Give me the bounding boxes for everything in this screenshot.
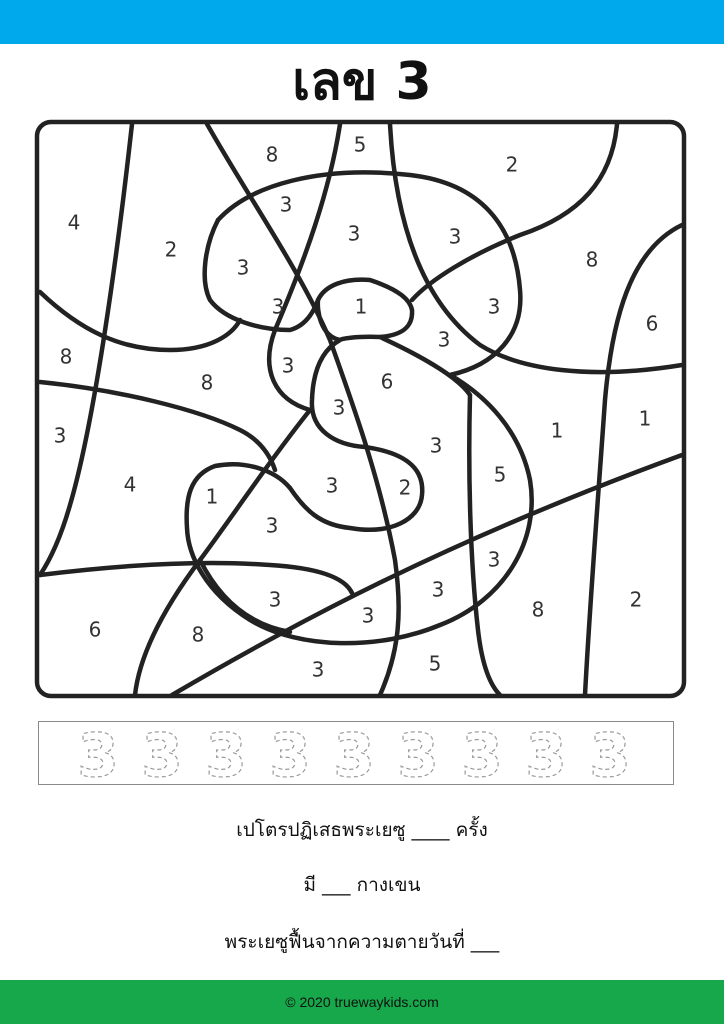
region-number: 6 <box>88 617 102 642</box>
region-number: 3 <box>332 395 346 420</box>
region-number: 2 <box>398 475 412 500</box>
region-number: 1 <box>354 294 368 319</box>
region-number: 3 <box>361 603 375 628</box>
region-number: 1 <box>205 484 219 509</box>
divider-curve <box>390 124 682 372</box>
inner-loop-outline <box>205 220 318 330</box>
region-number: 3 <box>347 221 361 246</box>
region-number: 3 <box>325 473 339 498</box>
region-number: 3 <box>448 224 462 249</box>
region-number: 8 <box>531 597 545 622</box>
region-number: 3 <box>487 294 501 319</box>
tracing-digit: 3 <box>205 722 247 784</box>
question-peter-denials: เปโตรปฏิเสธพระเยซู ____ ครั้ง <box>236 819 488 841</box>
divider-curve <box>269 124 340 410</box>
region-number: 3 <box>271 294 285 319</box>
region-number: 2 <box>164 237 178 262</box>
region-number: 8 <box>200 370 214 395</box>
tracing-digit: 3 <box>333 722 375 784</box>
question-resurrection-day: พระเยซูฟื้นจากความตายวันที่ ___ <box>224 931 500 953</box>
region-number: 3 <box>268 587 282 612</box>
region-number: 3 <box>53 423 67 448</box>
footer-bar <box>0 980 724 1024</box>
region-number-labels <box>54 133 659 682</box>
region-number: 4 <box>123 472 137 497</box>
copyright-text: © 2020 truewaykids.com <box>285 994 439 1010</box>
divider-curve <box>135 410 310 695</box>
region-number: 3 <box>265 513 279 538</box>
region-number: 3 <box>236 255 250 280</box>
tracing-digit: 3 <box>397 722 439 784</box>
tracing-digit: 3 <box>461 722 503 784</box>
region-number: 3 <box>429 433 443 458</box>
region-number: 3 <box>487 547 501 572</box>
tracing-digit: 3 <box>525 722 567 784</box>
region-number: 3 <box>431 577 445 602</box>
region-number: 5 <box>353 132 367 157</box>
tracing-digit: 3 <box>269 722 311 784</box>
region-number: 3 <box>311 657 325 682</box>
tracing-digit: 3 <box>141 722 183 784</box>
region-number: 3 <box>281 353 295 378</box>
puzzle-outlines <box>37 122 684 696</box>
region-number: 5 <box>428 651 442 676</box>
region-number: 4 <box>67 210 81 235</box>
divider-curve <box>40 124 132 575</box>
tracing-digit: 3 <box>77 722 119 784</box>
puzzle-frame <box>37 122 684 696</box>
region-number: 6 <box>380 369 394 394</box>
region-number: 3 <box>279 192 293 217</box>
page-title: เลข 3 <box>292 52 432 112</box>
region-number: 8 <box>59 344 73 369</box>
tracing-digit: 3 <box>589 722 631 784</box>
question-crosses: มี ___ กางเขน <box>303 874 421 896</box>
region-number: 6 <box>645 311 659 336</box>
tracing-digits-row <box>40 722 672 784</box>
region-number: 8 <box>191 622 205 647</box>
divider-curve <box>40 382 275 470</box>
region-number: 3 <box>437 327 451 352</box>
region-number: 2 <box>629 587 643 612</box>
region-number: 1 <box>638 406 652 431</box>
region-number: 8 <box>585 247 599 272</box>
region-number: 1 <box>550 418 564 443</box>
region-number: 8 <box>265 142 279 167</box>
divider-curve <box>412 124 617 300</box>
region-number: 5 <box>493 462 507 487</box>
region-number: 2 <box>505 152 519 177</box>
